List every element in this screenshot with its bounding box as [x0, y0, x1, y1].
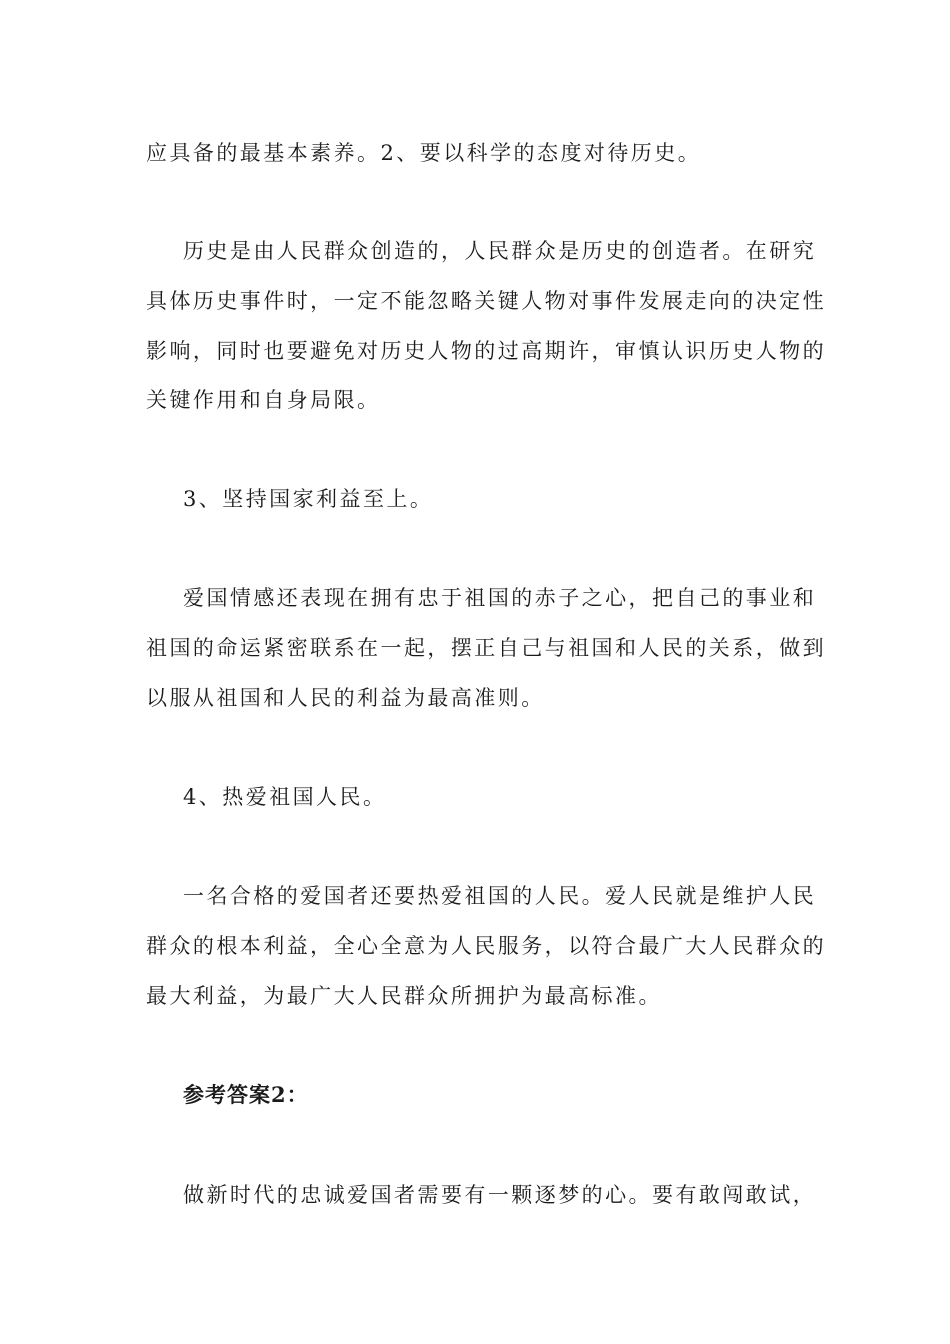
paragraph-line: 具体历史事件时，一定不能忽略关键人物对事件发展走向的决定性 [146, 289, 827, 313]
paragraph-line: 祖国的命运紧密联系在一起，摆正自己与祖国和人民的关系，做到 [146, 636, 827, 660]
paragraph-line: 影响，同时也要避免对历史人物的过高期许，审慎认识历史人物的 [146, 339, 827, 363]
paragraph-line: 关键作用和自身局限。 [146, 388, 381, 412]
paragraph-line: 应具备的最基本素养。2、要以科学的态度对待历史。 [146, 141, 702, 165]
answer-heading: 参考答案2： [183, 1082, 309, 1107]
paragraph-line: 做新时代的忠诚爱国者需要有一颗逐梦的心。要有敢闯敢试， [183, 1183, 817, 1207]
section-heading: 3、坚持国家利益至上。 [183, 487, 434, 511]
paragraph-line: 群众的根本利益，全心全意为人民服务，以符合最广大人民群众的 [146, 934, 827, 958]
paragraph-line: 历史是由人民群众创造的，人民群众是历史的创造者。在研究 [183, 239, 817, 263]
paragraph-line: 一名合格的爱国者还要热爱祖国的人民。爱人民就是维护人民 [183, 884, 817, 908]
paragraph-line: 爱国情感还表现在拥有忠于祖国的赤子之心，把自己的事业和 [183, 586, 817, 610]
paragraph-line: 以服从祖国和人民的利益为最高准则。 [146, 686, 545, 710]
section-heading: 4、热爱祖国人民。 [183, 785, 387, 809]
paragraph-line: 最大利益，为最广大人民群众所拥护为最高标准。 [146, 984, 662, 1008]
